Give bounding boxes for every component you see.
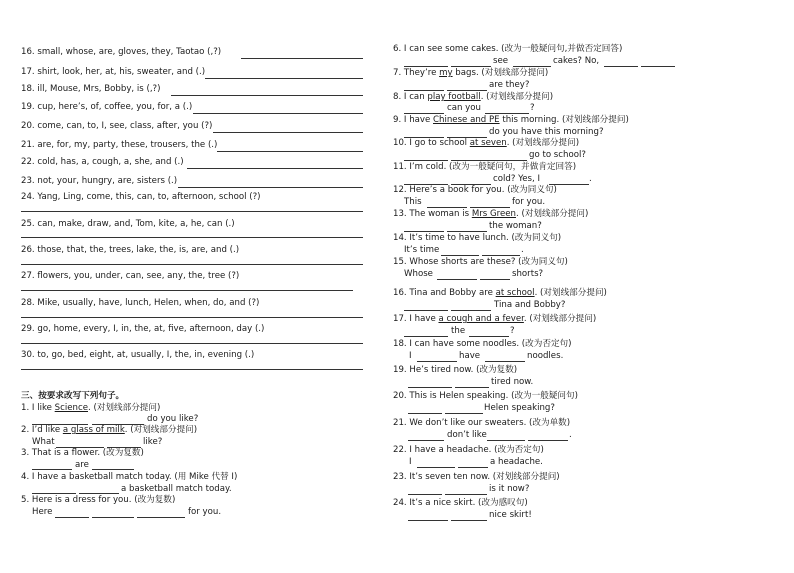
rewrite-r13: 13. The woman is Mrs Green. (对划线部分提问) bbox=[393, 209, 589, 219]
answer-line-3b[interactable] bbox=[92, 469, 134, 470]
section-heading: 三、按要求改写下列句子。 bbox=[21, 391, 125, 401]
rewrite-r16-tail: Tina and Bobby? bbox=[494, 300, 566, 310]
rewrite-r7: 7. They’re my bags. (对划线部分提问) bbox=[393, 68, 549, 78]
answer-line-21[interactable] bbox=[217, 151, 363, 152]
rewrite-r6-word: see bbox=[493, 56, 509, 66]
answer-line-r15a[interactable] bbox=[437, 279, 477, 280]
question-17: 17. shirt, look, her, at, his, sweater, and (.) bbox=[21, 67, 206, 77]
answer-line-r10b[interactable] bbox=[451, 160, 527, 161]
rewrite-2-word: What bbox=[32, 437, 55, 447]
answer-line-26[interactable] bbox=[21, 264, 363, 265]
question-25: 25. can, make, draw, and, Tom, kite, a, he, can (.) bbox=[21, 219, 235, 229]
answer-line-r24b[interactable] bbox=[451, 520, 487, 521]
rewrite-r8-qmark: ? bbox=[530, 103, 535, 113]
answer-line-r14b[interactable] bbox=[482, 255, 520, 256]
question-20: 20. come, can, to, I, see, class, after, you (?) bbox=[21, 121, 213, 131]
answer-line-r8a[interactable] bbox=[404, 113, 444, 114]
answer-line-5c[interactable] bbox=[137, 517, 185, 518]
answer-line-r13a[interactable] bbox=[404, 231, 444, 232]
rewrite-3-word: are bbox=[75, 460, 89, 470]
rewrite-r7-tail: are they? bbox=[489, 80, 530, 90]
rewrite-r8: 8. I can play football. (对划线部分提问) bbox=[393, 92, 554, 102]
answer-line-16[interactable] bbox=[241, 58, 363, 59]
rewrite-r18-word-b: have bbox=[459, 351, 481, 361]
question-18: 18. ill, Mouse, Mrs, Bobby, is (,?) bbox=[21, 84, 161, 94]
rewrite-r14-word: It’s time bbox=[404, 245, 440, 255]
rewrite-r17-word: the bbox=[451, 326, 466, 336]
answer-line-r23a[interactable] bbox=[408, 494, 442, 495]
answer-line-r7b[interactable] bbox=[447, 90, 487, 91]
answer-line-18[interactable] bbox=[171, 95, 363, 96]
rewrite-4-tail: a basketball match today. bbox=[121, 484, 232, 494]
question-22: 22. cold, has, a, cough, a, she, and (.) bbox=[21, 157, 184, 167]
question-23: 23. not, your, hungry, are, sisters (.) bbox=[21, 176, 178, 186]
answer-line-r6e[interactable] bbox=[641, 66, 675, 67]
answer-line-r19b[interactable] bbox=[455, 387, 489, 388]
answer-line-r10a[interactable] bbox=[404, 160, 448, 161]
answer-line-28[interactable] bbox=[21, 317, 363, 318]
rewrite-r19: 19. He’s tired now. (改为复数) bbox=[393, 365, 518, 375]
rewrite-1: 1. I like Science. (对划线部分提问) bbox=[21, 403, 161, 413]
answer-line-r22b[interactable] bbox=[458, 467, 488, 468]
rewrite-r15: 15. Whose shorts are these? (改为同义句) bbox=[393, 257, 568, 267]
answer-line-r6c[interactable] bbox=[513, 66, 551, 67]
rewrite-2: 2. I’d like a glass of milk. (对划线部分提问) bbox=[21, 425, 198, 435]
rewrite-r10: 10. I go to school at seven. (对划线部分提问) bbox=[393, 138, 580, 148]
answer-line-24[interactable] bbox=[21, 211, 363, 212]
answer-line-r22a[interactable] bbox=[417, 467, 455, 468]
answer-line-17[interactable] bbox=[205, 78, 363, 79]
rewrite-r11-period: . bbox=[589, 174, 592, 184]
rewrite-r21-word: don’t like bbox=[447, 430, 487, 440]
answer-line-5b[interactable] bbox=[92, 517, 134, 518]
answer-line-r21b[interactable] bbox=[487, 440, 525, 441]
answer-line-r6d[interactable] bbox=[604, 66, 638, 67]
rewrite-5: 5. Here is a dress for you. (改为复数) bbox=[21, 495, 176, 505]
answer-line-r24a[interactable] bbox=[408, 520, 448, 521]
rewrite-4: 4. I have a basketball match today. (用 Mike 代替 I) bbox=[21, 472, 238, 482]
answer-line-r12a[interactable] bbox=[427, 207, 467, 208]
question-29: 29. go, home, every, I, in, the, at, five, afternoon, day (.) bbox=[21, 324, 265, 334]
answer-line-20[interactable] bbox=[213, 132, 363, 133]
answer-line-29[interactable] bbox=[21, 343, 363, 344]
answer-line-4b[interactable] bbox=[79, 493, 119, 494]
answer-line-19[interactable] bbox=[193, 113, 363, 114]
answer-line-r16a[interactable] bbox=[404, 310, 448, 311]
rewrite-r9-tail: do you have this morning? bbox=[489, 127, 604, 137]
rewrite-5-word: Here bbox=[32, 507, 53, 517]
rewrite-r22-word: I bbox=[409, 457, 412, 467]
answer-line-3a[interactable] bbox=[32, 469, 72, 470]
rewrite-r12-tail: for you. bbox=[512, 197, 546, 207]
rewrite-r10-tail: go to school? bbox=[529, 150, 586, 160]
answer-line-30[interactable] bbox=[21, 369, 363, 370]
question-30: 30. to, go, bed, eight, at, usually, I, the, in, evening (.) bbox=[21, 350, 255, 360]
rewrite-r18: 18. I can have some noodles. (改为否定句) bbox=[393, 339, 572, 349]
rewrite-r17-qmark: ? bbox=[510, 326, 515, 336]
rewrite-r14: 14. It’s time to have lunch. (改为同义句) bbox=[393, 233, 562, 243]
answer-line-r18a[interactable] bbox=[417, 361, 457, 362]
answer-line-r13b[interactable] bbox=[447, 231, 487, 232]
rewrite-r9: 9. I have Chinese and PE this morning. (对划线部分提问) bbox=[393, 115, 629, 125]
rewrite-r6: 6. I can see some cakes. (改为一般疑问句,并做否定回答) bbox=[393, 44, 623, 54]
answer-line-27[interactable] bbox=[21, 290, 353, 291]
rewrite-r22-tail: a headache. bbox=[490, 457, 543, 467]
rewrite-r21-period: . bbox=[569, 430, 572, 440]
question-24: 24. Yang, Ling, come, this, can, to, afternoon, school (?) bbox=[21, 192, 261, 202]
rewrite-r6-tail: cakes? No, bbox=[553, 56, 600, 66]
answer-line-r6a[interactable] bbox=[404, 66, 448, 67]
rewrite-r21: 21. We don’t like our sweaters. (改为单数) bbox=[393, 418, 571, 428]
rewrite-1-tail: do you like? bbox=[147, 414, 199, 424]
answer-line-r17a[interactable] bbox=[404, 336, 448, 337]
rewrite-3: 3. That is a flower. (改为复数) bbox=[21, 448, 144, 458]
rewrite-r12: 12. Here’s a book for you. (改为同义句) bbox=[393, 185, 557, 195]
rewrite-r24: 24. It’s a nice skirt. (改为感叹句) bbox=[393, 498, 528, 508]
answer-line-r12b[interactable] bbox=[470, 207, 510, 208]
answer-line-25[interactable] bbox=[21, 237, 363, 238]
answer-line-r20a[interactable] bbox=[408, 413, 442, 414]
rewrite-r19-tail: tired now. bbox=[491, 377, 534, 387]
rewrite-r13-tail: the woman? bbox=[489, 221, 542, 231]
question-19: 19. cup, here’s, of, coffee, you, for, a (.) bbox=[21, 102, 193, 112]
answer-line-23[interactable] bbox=[178, 187, 363, 188]
answer-line-22[interactable] bbox=[187, 168, 363, 169]
rewrite-r22: 22. I have a headache. (改为否定句) bbox=[393, 445, 544, 455]
answer-line-r16b[interactable] bbox=[451, 310, 491, 311]
rewrite-r8-word: can you bbox=[447, 103, 481, 113]
rewrite-r16: 16. Tina and Bobby are at school. (对划线部分提问) bbox=[393, 288, 607, 298]
answer-line-r23b[interactable] bbox=[445, 494, 487, 495]
answer-line-r19a[interactable] bbox=[408, 387, 452, 388]
answer-line-r18b[interactable] bbox=[485, 361, 525, 362]
answer-line-r15b[interactable] bbox=[480, 279, 510, 280]
question-21: 21. are, for, my, party, these, trousers, the (.) bbox=[21, 140, 218, 150]
question-26: 26. those, that, the, trees, lake, the, is, are, and (.) bbox=[21, 245, 240, 255]
answer-line-4a[interactable] bbox=[32, 493, 76, 494]
rewrite-r24-tail: nice skirt! bbox=[489, 510, 532, 520]
rewrite-5-tail: for you. bbox=[188, 507, 222, 517]
answer-line-r6b[interactable] bbox=[451, 66, 491, 67]
question-16: 16. small, whose, are, gloves, they, Taotao (,?) bbox=[21, 47, 222, 57]
rewrite-r20-tail: Helen speaking? bbox=[484, 403, 555, 413]
answer-line-5a[interactable] bbox=[55, 517, 89, 518]
answer-line-r21c[interactable] bbox=[528, 440, 568, 441]
rewrite-r11: 11. I’m cold. (改为一般疑问句，并做肯定回答) bbox=[393, 162, 577, 172]
rewrite-r23-tail: is it now? bbox=[489, 484, 530, 494]
rewrite-r23: 23. It’s seven ten now. (对划线部分提问) bbox=[393, 472, 560, 482]
answer-line-r8b[interactable] bbox=[485, 113, 529, 114]
answer-line-r20b[interactable] bbox=[445, 413, 483, 414]
question-28: 28. Mike, usually, have, lunch, Helen, when, do, and (?) bbox=[21, 298, 260, 308]
question-27: 27. flowers, you, under, can, see, any, the, tree (?) bbox=[21, 271, 240, 281]
rewrite-r12-word: This bbox=[404, 197, 422, 207]
rewrite-r18-word-a: I bbox=[409, 351, 412, 361]
rewrite-r11-word: cold? Yes, I bbox=[493, 174, 540, 184]
answer-line-r17b[interactable] bbox=[469, 336, 509, 337]
rewrite-r17: 17. I have a cough and a fever. (对划线部分提问) bbox=[393, 314, 597, 324]
rewrite-r14-period: . bbox=[521, 245, 524, 255]
answer-line-r14a[interactable] bbox=[441, 255, 479, 256]
rewrite-r20: 20. This is Helen speaking. (改为一般疑问句) bbox=[393, 391, 578, 401]
rewrite-2-tail: like? bbox=[143, 437, 163, 447]
rewrite-r15-tail: shorts? bbox=[512, 269, 544, 279]
rewrite-r18-tail: noodles. bbox=[527, 351, 564, 361]
answer-line-r7a[interactable] bbox=[404, 90, 444, 91]
answer-line-r21a[interactable] bbox=[408, 440, 444, 441]
rewrite-r15-word: Whose bbox=[404, 269, 433, 279]
